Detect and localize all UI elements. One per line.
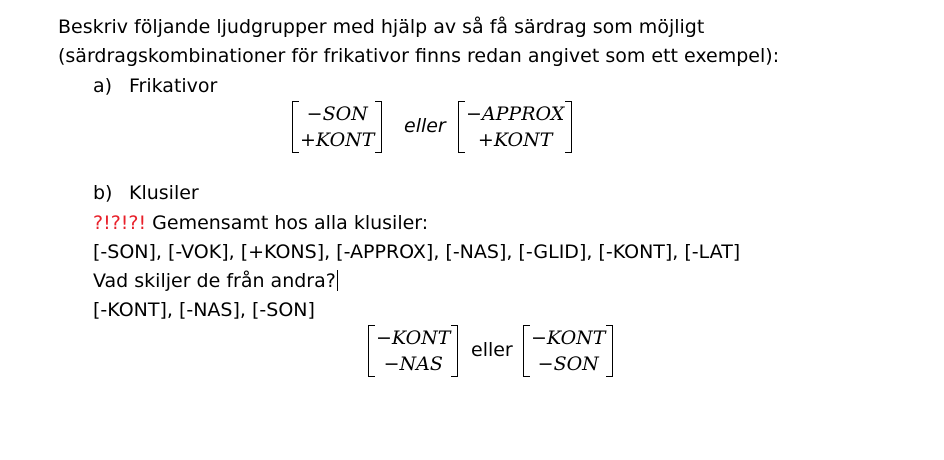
alert-marks: ?!?!?! xyxy=(93,212,147,234)
left-bracket xyxy=(368,325,375,377)
fricative-matrix-1 xyxy=(292,101,382,153)
right-bracket xyxy=(606,325,613,377)
plosive-matrix-2 xyxy=(523,325,613,377)
list-marker-b: b) xyxy=(93,182,113,204)
intro-line-2: (särdragskombinationer för frikativor finns redan angivet som ett exempel): xyxy=(58,45,780,67)
intro-line-1: Beskriv följande ljudgrupper med hjälp av så få särdrag som möjligt xyxy=(58,16,705,38)
right-bracket xyxy=(565,101,572,153)
fricative-matrix-2 xyxy=(458,101,572,153)
matrix-cell: +KONT xyxy=(477,129,553,151)
left-bracket xyxy=(523,325,530,377)
connector-eller: eller xyxy=(404,115,446,137)
section-b-title: Klusiler xyxy=(129,182,199,204)
question-text: Vad skiljer de från andra? xyxy=(93,270,336,292)
question-line xyxy=(93,270,338,292)
answer-line: [-KONT], [-NAS], [-SON] xyxy=(93,299,315,321)
matrix-cell: −APPROX xyxy=(466,103,565,125)
common-label: Gemensamt hos alla klusiler: xyxy=(152,212,429,234)
left-bracket xyxy=(458,101,465,153)
plosive-matrix-1 xyxy=(368,325,458,377)
right-bracket xyxy=(375,101,382,153)
matrix-cell: −SON xyxy=(306,103,368,125)
left-bracket xyxy=(292,101,299,153)
connector-eller: eller xyxy=(471,339,513,361)
text-cursor xyxy=(337,270,338,291)
matrix-cell: +KONT xyxy=(300,129,375,151)
right-bracket xyxy=(451,325,458,377)
section-a-title: Frikativor xyxy=(129,75,218,97)
matrix-cell: −SON xyxy=(537,353,599,375)
list-marker-a: a) xyxy=(93,75,113,97)
matrix-cell: −KONT xyxy=(376,327,451,349)
common-line xyxy=(93,212,428,234)
feature-list: [-SON], [-VOK], [+KONS], [-APPROX], [-NAS], [-GLID], [-KONT], [-LAT] xyxy=(93,241,741,263)
matrix-cell: −KONT xyxy=(531,327,606,349)
matrix-cell: −NAS xyxy=(383,353,443,375)
